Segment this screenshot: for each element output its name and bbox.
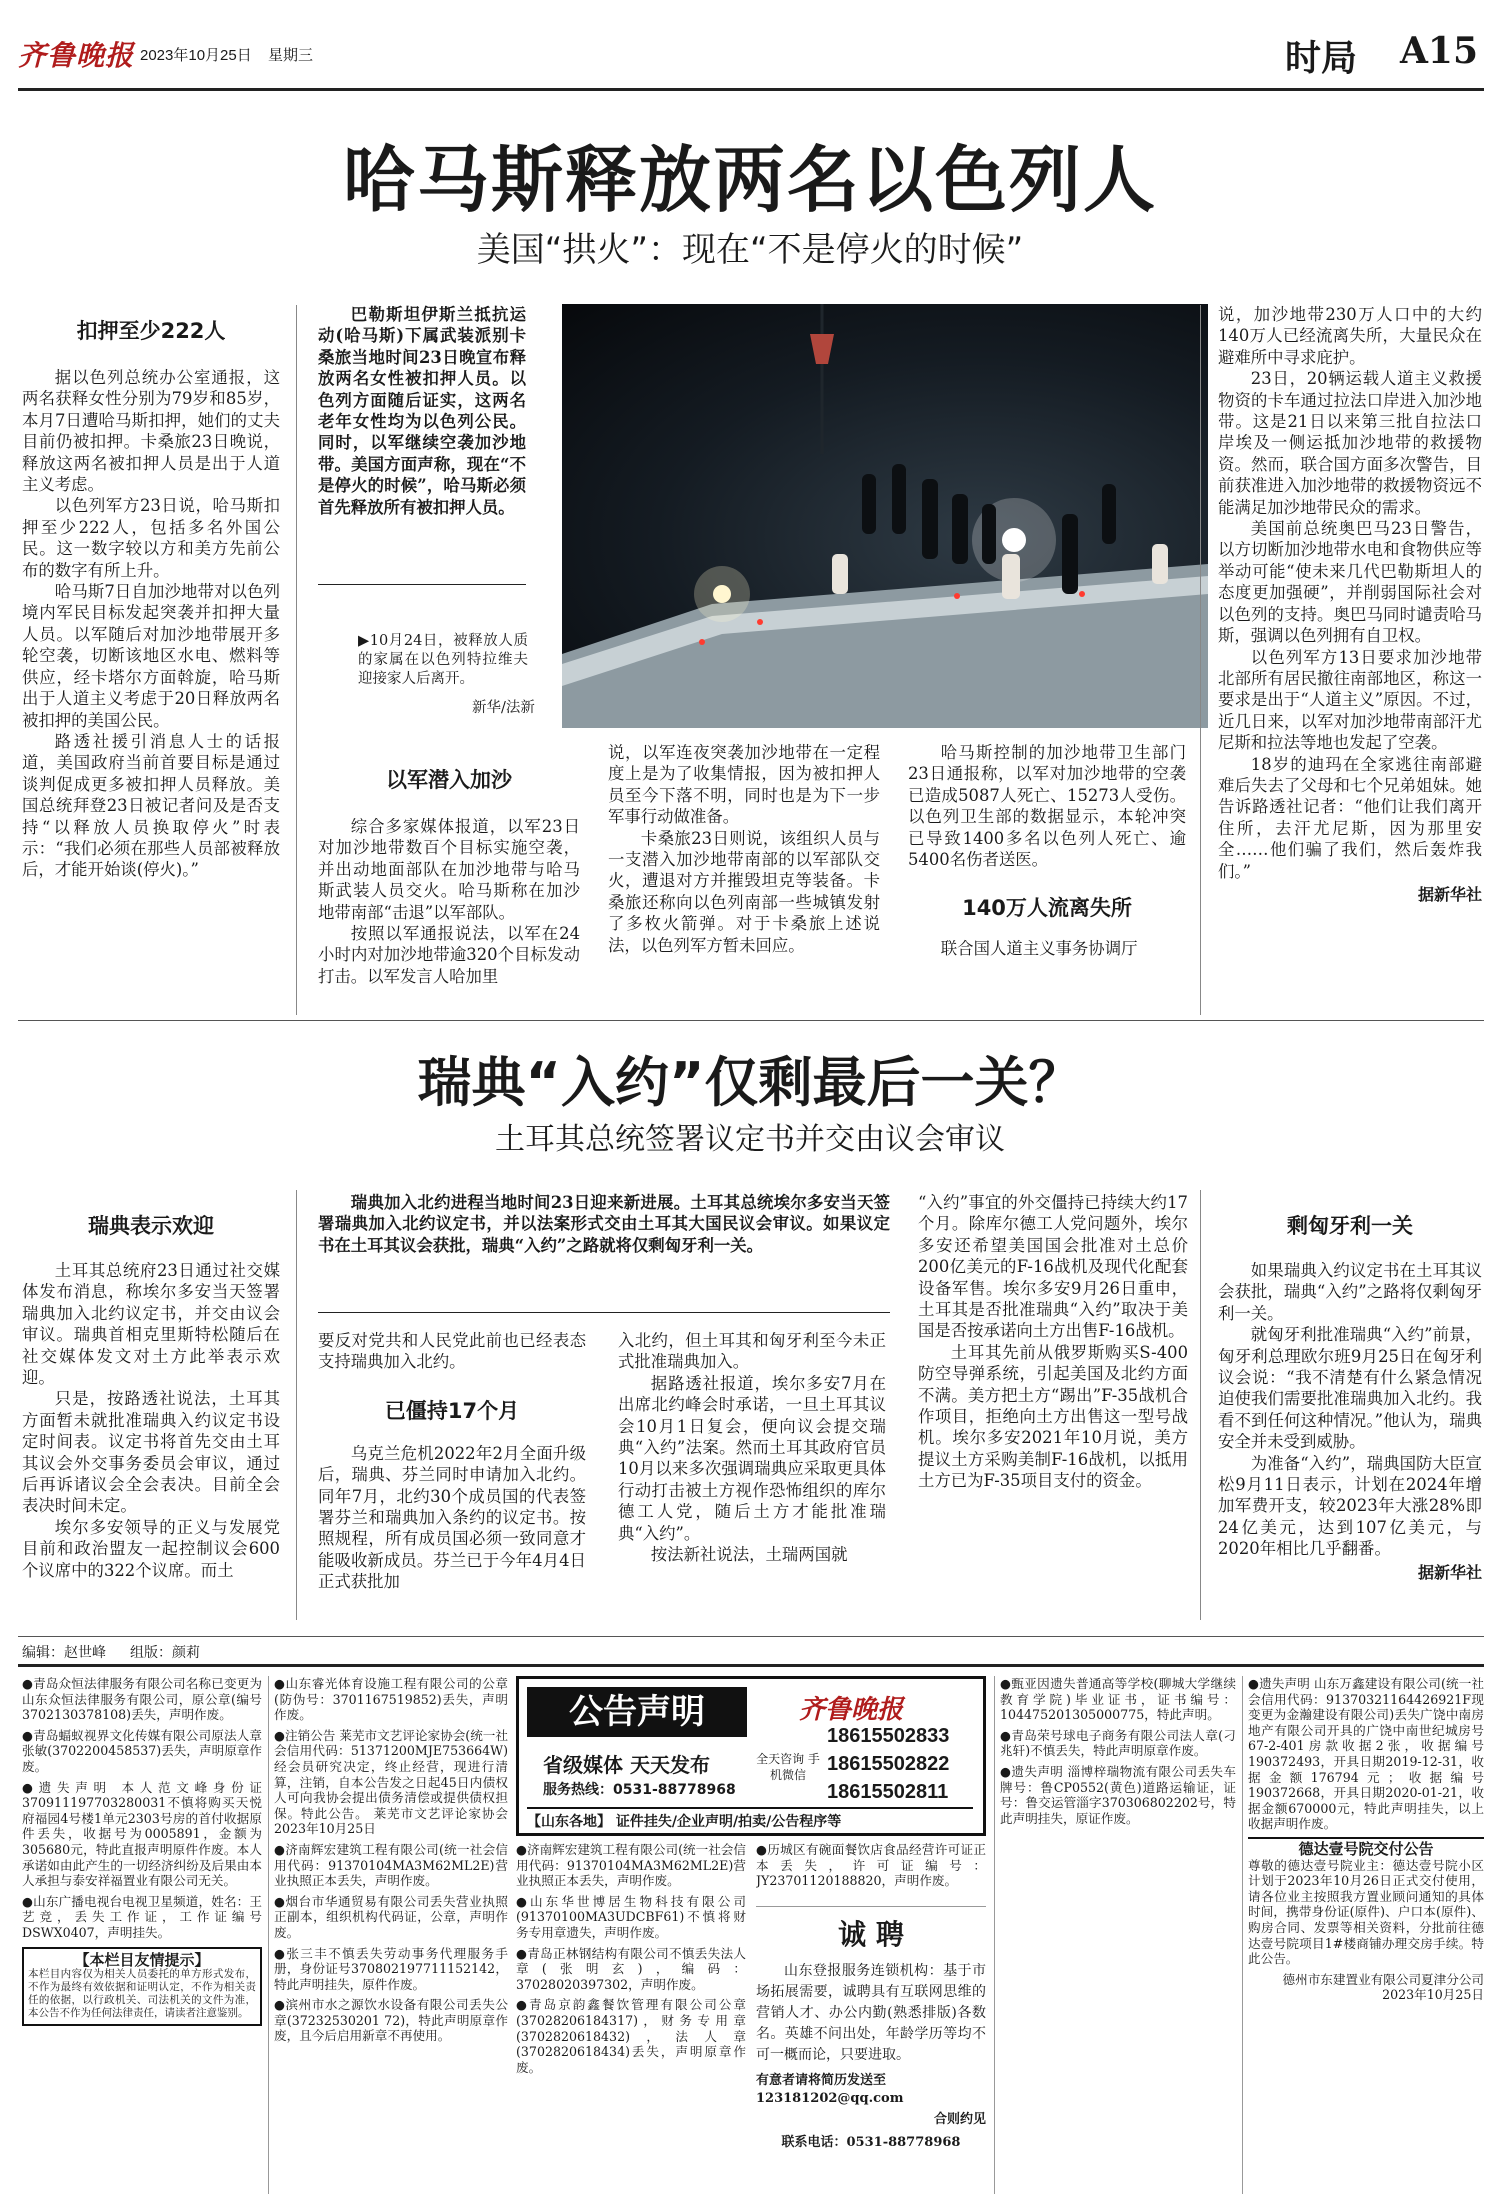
- qr-label: 全天咨询 手机微信: [756, 1752, 820, 1782]
- recruit-title: 诚 聘: [838, 1918, 904, 1951]
- paragraph: 联合国人道主义事务协调厅: [940, 939, 1138, 959]
- section-heading: 已僵持17个月: [384, 1398, 520, 1423]
- paragraph: 23日，20辆运载人道主义救援物资的卡车通过拉法口岸进入加沙地带。这是21日以来第三批自拉法口岸埃及一侧运抵加沙地带的救援物资。然而，联合国方面多次警告，目前获准进入加沙地带的救援物资远不能满足加沙地带民众的需求。: [1218, 369, 1482, 517]
- header-page-number: A15: [1400, 30, 1479, 72]
- header-date: 2023年10月25日: [140, 47, 252, 64]
- ad-divider: [1242, 1676, 1243, 2194]
- article2-subtitle: 土耳其总统签署议定书并交由议会审议: [495, 1122, 1005, 1157]
- lead-paragraph: 瑞典加入北约进程当地时间23日迎来新进展。土耳其总统埃尔多安当天签署瑞典加入北约议定书，并以法案形式交由土耳其大国民议会审议。如果议定书在土耳其议会获批，瑞典“入约”之路就将仅剩匈牙利一关。: [318, 1193, 890, 1255]
- notice: ●滨州市水之源饮水设备有限公司丢失公章(37232530201 72)，特此声明原章作废，且今后启用新章不再使用。: [274, 1997, 508, 2044]
- ad-column-4: [756, 1842, 986, 1902]
- paragraph: 据路透社报道，埃尔多安7月在出席北约峰会时承诺，一旦土耳其议会10月1日复会，便向议会提交瑞典“入约”法案。然而土耳其政府官员10月以来多次强调瑞典应采取更具体行动打击被土方视作恐怖组织的库尔德工人党，随后土方才能批准瑞典“入约”。: [618, 1373, 886, 1543]
- notice: ●济南辉宏建筑工程有限公司(统一社会信用代码：91370104MA3M62ML2E)营业执照正本丢失，声明作废。: [274, 1841, 508, 1889]
- paragraph: 按法新社说法，土瑞两国就: [650, 1545, 848, 1565]
- notice: ●青岛京韵鑫餐饮管理有限公司公章(37028206184317)，财务专用章(3702820618432)，法人章(3702820618434)丢失，声明原章作废。: [516, 1997, 746, 2075]
- ad-column-6: [1248, 1676, 1484, 2196]
- ad-column-2: [274, 1676, 508, 2196]
- paragraph: 哈马斯7日自加沙地带对以色列境内军民目标发起突袭并扣押大量人员。以军随后对加沙地带展开多轮空袭，切断该地区水电、燃料等供应，经卡塔尔方面斡旋，哈马斯出于人道主义考虑于20日释放两名被扣押的美国公民。: [22, 582, 280, 730]
- photo-credit: 新华/法新: [472, 700, 535, 716]
- editor-credit: 编辑：赵世峰: [22, 1644, 106, 1660]
- tip-box: [22, 1947, 262, 2027]
- notice: ●历城区有碗面餐饮店食品经营许可证正本丢失，许可证编号：JY23701120188820，声明作废。: [756, 1842, 986, 1889]
- delivery-notice-date: 2023年10月25日: [1382, 1987, 1484, 2003]
- phone-3: 18615502811: [827, 1781, 949, 1803]
- phone-1: 18615502833: [827, 1725, 950, 1747]
- paragraph: 路透社援引消息人士的话报道，美国政府当前首要目标是通过谈判促成更多被扣押人员释放。美国总统拜登23日被记者问及是否支持“以释放人员换取停火”时表示：“我们必须在那些人员部被释放后，才能开始谈(停火)。”: [22, 731, 280, 880]
- notice: ●遗失声明 淄博梓瑞物流有限公司丢失车牌号：鲁CP0552(黄色)道路运输证，证号：鲁交运管淄字370306802202号，特此声明挂失，原证作废。: [1000, 1763, 1236, 1826]
- paragraph: 就匈牙利批准瑞典“入约”前景，匈牙利总理欧尔班9月25日在匈牙利议会说：“我不清楚有什么紧急情况迫使我们需要批准瑞典加入北约。我看不到任何这种情况。”他认为，瑞典安全并未受到威胁。: [1218, 1325, 1482, 1452]
- paragraph: 以色列军方23日说，哈马斯扣押至少222人，包括多名外国公民。这一数字较以方和美方先前公布的数字有所上升。: [22, 496, 280, 580]
- header-rule: [18, 88, 1484, 91]
- lead-rule: [318, 1312, 890, 1313]
- article-separator: [18, 1020, 1484, 1021]
- notice: ●甄亚因遗失普通高等学校(聊城大学继续教育学院)毕业证书，证书编号：104475201305000775，特此声明。: [1000, 1676, 1236, 1723]
- ad-column-5: [1000, 1676, 1236, 2196]
- ad-column-1: [22, 1676, 262, 2196]
- paragraph: 美国前总统奥巴马23日警告，以方切断加沙地带水电和食物供应等举动可能“使未来几代巴勒斯坦人的态度更加强硬”，并削弱国际社会对以色列的支持。奥巴马同时谴责哈马斯，强调以色列拥有自卫权。: [1218, 519, 1482, 646]
- announcement-box: [516, 1676, 986, 1836]
- announcement-hotline: 服务热线：0531-88778968: [543, 1782, 736, 1798]
- paragraph: 卡桑旅23日则说，该组织人员与一支潜入加沙地带南部的以军部队交火，遭退对方并摧毁坦克等装备。卡桑旅还称向以色列南部一些城镇发射了多枚火箭弹。对于卡桑旅上述说法，以色列军方暂未回应。: [608, 828, 880, 955]
- paragraph: 综合多家媒体报道，以军23日对加沙地带数百个目标实施空袭，并出动地面部队在加沙地带与哈马斯武装人员交火。哈马斯称在加沙地带南部“击退”以军部队。: [318, 817, 580, 922]
- announcement-categories: 【山东各地】 证件挂失/企业声明/拍卖/公告程序等: [527, 1807, 973, 1831]
- delivery-notice-signature: 德州市东建置业有限公司夏津分公司: [1282, 1971, 1484, 1987]
- phone-2: 18615502822: [827, 1753, 950, 1775]
- notice: ●青岛众恒法律服务有限公司名称已变更为山东众恒法律服务有限公司，原公章(编号3702130378108)丢失，声明作废。: [22, 1676, 262, 1723]
- recruit-phone: 联系电话：0531-88778968: [781, 2135, 961, 2150]
- paragraph: 据以色列总统办公室通报，这两名获释女性分别为79岁和85岁，本月7日遭哈马斯扣押，她们的丈夫目前仍被扣押。卡桑旅23日晚说，释放这两名被扣押人员是出于人道主义考虑。: [22, 368, 280, 495]
- a2-column-4: [918, 1192, 1188, 1492]
- section-heading: 扣押至少222人: [76, 319, 226, 343]
- paragraph: 入北约，但土耳其和匈牙利至今未正式批准瑞典加入。: [618, 1331, 886, 1372]
- recruit-box: [756, 1906, 986, 2196]
- a1-column-3: [608, 742, 880, 956]
- paragraph: 按照以军通报说法，以军在24小时内对加沙地带逾320个目标发动打击。以军发言人哈加里: [318, 924, 580, 986]
- credits-rule: [18, 1636, 1484, 1637]
- lead-paragraph: 巴勒斯坦伊斯兰抵抗运动(哈马斯)下属武装派别卡桑旅当地时间23日晚宣布释放两名女性被扣押人员。以色列方面随后证实，这两名老年女性均为以色列公民。同时，以军继续空袭加沙地带。美国方面声称，现在“不是停火的时候”，哈马斯必须首先释放所有被扣押人员。: [318, 305, 526, 517]
- a2-column-3: [618, 1330, 886, 1565]
- notice: ●遗失声明 山东万鑫建设有限公司(统一社会信用代码：91370321164426921F现变更为金瀚建设有限公司)丢失广饶中南房地产有限公司开具的广饶中南世纪城房号67-2-401房款收据2张，收据编号190372493，开具日期2019-12-31，收据金额176794元；收据编号190372668，开具日期2020-01-21，收据金额670000元，特此声明挂失，以上收据声明作废。: [1248, 1676, 1484, 1832]
- notice: ●山东华世博居生物科技有限公司(91370100MA3UDCBF61)不慎将财务专用章遗失，声明作废。: [516, 1893, 746, 1940]
- ad-divider: [994, 1676, 995, 2194]
- news-photo: [562, 304, 1208, 728]
- notice: ●烟台市华通贸易有限公司丢失营业执照正副本，组织机构代码证，公章，声明作废。: [274, 1893, 508, 1940]
- photo-caption: ▶10月24日，被释放人质的家属在以色列特拉维夫迎接家人后离开。: [358, 633, 528, 687]
- notice: ●山东睿光体育设施工程有限公司的公章(防伪号：3701167519852)丢失，声明作废。: [274, 1676, 508, 1723]
- announcement-logo: 齐鲁晚报: [799, 1695, 904, 1725]
- column-divider: [296, 1190, 297, 1620]
- recruit-mail: 有意者请将简历发送至123181202@qq.com: [756, 2073, 904, 2106]
- header-section: 时局: [1285, 37, 1358, 79]
- notice: ●济南辉宏建筑工程有限公司(统一社会信用代码：91370104MA3M62ML2E)营业执照正本丢失，声明作废。: [516, 1842, 746, 1889]
- delivery-notice-title: 德达壹号院交付公告: [1248, 1837, 1484, 1858]
- paragraph: 乌克兰危机2022年2月全面升级后，瑞典、芬兰同时申请加入北约。同年7月，北约30个成员国的代表签署芬兰和瑞典加入条约的议定书。按照规程，所有成员国必须一致同意才能吸收新成员。芬兰已于今年4月4日正式获批加: [318, 1443, 586, 1592]
- paragraph: 为准备“入约”，瑞典国防大臣宣松9月11日表示，计划在2024年增加军费开支，较2023年大涨28%即24亿美元，达到107亿美元，与2020年相比几乎翻番。: [1218, 1453, 1482, 1559]
- photo-scene-graphic: [562, 304, 1208, 728]
- ad-column-3: [516, 1842, 746, 2196]
- paragraph: “入约”事宜的外交僵持已持续大约17个月。除库尔德工人党问题外，埃尔多安还希望美国国会批准对土总价200亿美元的F-16战机及现代化配套设备军售。埃尔多安9月26日重申，土耳其是否批准瑞典“入约”取决于美国是否按承诺向土方出售F-16战机。: [918, 1193, 1188, 1341]
- paragraph: 如果瑞典入约议定书在土耳其议会获批，瑞典“入约”之路将仅剩匈牙利一关。: [1218, 1261, 1482, 1323]
- column-divider: [296, 305, 297, 1015]
- lead-rule: [318, 584, 526, 585]
- notice: ●遗失声明 本人范文峰身份证370911197703280031不慎将购买天悦府福园4号楼1单元2303号房的首付收据原件丢失，收据号为0005891，金额为305680元，特此直报声明原件作废。本人承诺如由此产生的一切经济纠纷及后果由本人承担与泰安祥福置业有限公司无关。: [22, 1779, 262, 1889]
- section-heading: 瑞典表示欢迎: [88, 1214, 214, 1238]
- recruit-contact: 合则约见: [933, 2112, 986, 2127]
- a1-column-5: [1218, 304, 1482, 905]
- section-heading: 剩匈牙利一关: [1287, 1214, 1413, 1238]
- masthead-logo: 齐鲁晚报: [18, 39, 135, 72]
- paragraph: 18岁的迪玛在全家逃往南部避难后失去了父母和七个兄弟姐妹。她告诉路透社记者：“他们让我们离开住所，去汗尤尼斯，因为那里安全……他们骗了我们，然后轰炸我们。”: [1218, 754, 1482, 881]
- paragraph: 哈马斯控制的加沙地带卫生部门23日通报称，以军对加沙地带的空袭已造成5087人死亡、15273人受伤。以色列卫生部的数据显示，本轮冲突已导致1400多名以色列人死亡、逾5400名伤者送医。: [908, 743, 1186, 870]
- a2-column-5: [1218, 1210, 1482, 1583]
- article2-title: 瑞典“入约”仅剩最后一关？: [417, 1051, 1083, 1114]
- a1-column-2: [318, 764, 580, 987]
- a2-column-1: [22, 1210, 280, 1581]
- tip-title: 【本栏目友情提示】: [74, 1950, 210, 1969]
- notice: 尊敬的德达壹号院业主：德达壹号院小区计划于2023年10月26日正式交付使用，请各位业主按照我方置业顾问通知的具体时间，携带身份证(原件)、户口本(原件)、购房合同、发票等相关资料，分批前往德达壹号院项目1#楼商铺办理交房手续。特此公告。: [1248, 1857, 1484, 1967]
- section-heading: 以军潜入加沙: [386, 768, 512, 792]
- notice: ●青岛蝠蚁视界文化传媒有限公司原法人章张敏(3702200458537)丢失，声明原章作废。: [22, 1727, 262, 1774]
- paragraph: 土耳其先前从俄罗斯购买S-400防空导弹系统，引起美国及北约方面不满。美方把土方“踢出”F-35战机合作项目，拒绝向土方出售这一型号战机。埃尔多安2021年10月说，美方提议土方采购美制F-16战机，以抵用土方已为F-35项目支付的资金。: [918, 1342, 1188, 1491]
- column-divider: [1200, 305, 1201, 1015]
- recruit-body: 山东登报服务连锁机构：基于市场拓展需要，诚聘具有互联网思维的营销人才、办公内勤(熟悉排版)各数名。英雄不问出处，年龄学历等均不可一概而论，只要进取。: [756, 1963, 986, 2063]
- a2-lead: [318, 1192, 890, 1256]
- paragraph: 以色列军方13日要求加沙地带北部所有居民撤往南部地区，称这一要求是出于“人道主义”原因。不过，近几日来，以军对加沙地带南部汗尤尼斯和拉法等地也发起了空袭。: [1218, 647, 1482, 753]
- tip-body: 本栏目内容仅为相关人员委托的单方形式发布，不作为最终有效依据和证明认定，不作为相关责任的依据，以行政机关、司法机关的文件为准，本公告不作为任何法律责任，请读者注意鉴别。: [28, 1968, 256, 2020]
- announcement-slogan: 省级媒体 天天发布: [543, 1753, 710, 1777]
- a1-column-1: [22, 315, 280, 881]
- ad-divider: [268, 1676, 269, 2194]
- article1-subtitle: 美国“拱火”：现在“不是停火的时候”: [476, 230, 1024, 270]
- ads-top-rule: [18, 1664, 1484, 1667]
- header-weekday: 星期三: [268, 47, 314, 64]
- article-source: 据新华社: [1417, 1562, 1482, 1582]
- article1-title: 哈马斯释放两名以色列人: [342, 138, 1157, 222]
- notice: ●青岛正林钢结构有限公司不慎丢失法人章(张明玄)，编码：37028020397302，声明作废。: [516, 1945, 746, 1992]
- notice: ●张三丰不慎丢失劳动事务代理服务手册，身份证号370802197711152142，特此声明挂失，原件作废。: [274, 1945, 508, 1992]
- paragraph: 土耳其总统府23日通过社交媒体发布消息，称埃尔多安当天签署瑞典加入北约议定书，并交由议会审议。瑞典首相克里斯特松随后在社交媒体发文对土方此举表示欢迎。: [22, 1261, 280, 1388]
- a2-column-2: [318, 1330, 586, 1593]
- notice: ●青岛荣号球电子商务有限公司法人章(刁兆轩)不慎丢失，特此声明原章作废。: [1000, 1727, 1236, 1759]
- notice: ●注销公告 莱芜市文艺评论家协会(统一社会信用代码：51371200MJE753664W)经会员研究决定，终止经营，现进行清算，注销，自本公告发之日起45日内债权人可向我协会提出债务清偿或提供债权担保。特此公告。 莱芜市文艺评论家协会 2023年10月25日: [274, 1727, 508, 1837]
- paragraph: 埃尔多安领导的正义与发展党目前和政治盟友一起控制议会600个议席中的322个议席。而土: [22, 1517, 280, 1580]
- a1-column-4: [908, 742, 1186, 960]
- paragraph: 要反对党共和人民党此前也已经表态支持瑞典加入北约。: [318, 1331, 586, 1372]
- a1-lead: [318, 304, 526, 518]
- section-heading: 140万人流离失所: [962, 896, 1132, 921]
- column-divider: [1200, 1190, 1201, 1620]
- design-credit: 组版：颜莉: [130, 1644, 200, 1660]
- paragraph: 说，加沙地带230万人口中的大约140万人已经流离失所，大量民众在避难所中寻求庇护。: [1218, 305, 1482, 367]
- paragraph: 只是，按路透社说法，土耳其方面暂未就批准瑞典入约议定书设定时间表。议定书将首先交由土耳其议会外交事务委员会审议，通过后再诉诸议会全会表决。目前全会表决时间未定。: [22, 1389, 280, 1516]
- paragraph: 说，以军连夜突袭加沙地带在一定程度上是为了收集情报，因为被扣押人员至今下落不明，同时也是为下一步军事行动做准备。: [608, 743, 880, 827]
- notice: ●山东广播电视台电视卫星频道，姓名：王艺竞，丢失工作证，工作证编号DSWX0407，声明挂失。: [22, 1893, 262, 1940]
- announcement-title: 公告声明: [527, 1687, 747, 1737]
- article-source: 据新华社: [1417, 884, 1482, 904]
